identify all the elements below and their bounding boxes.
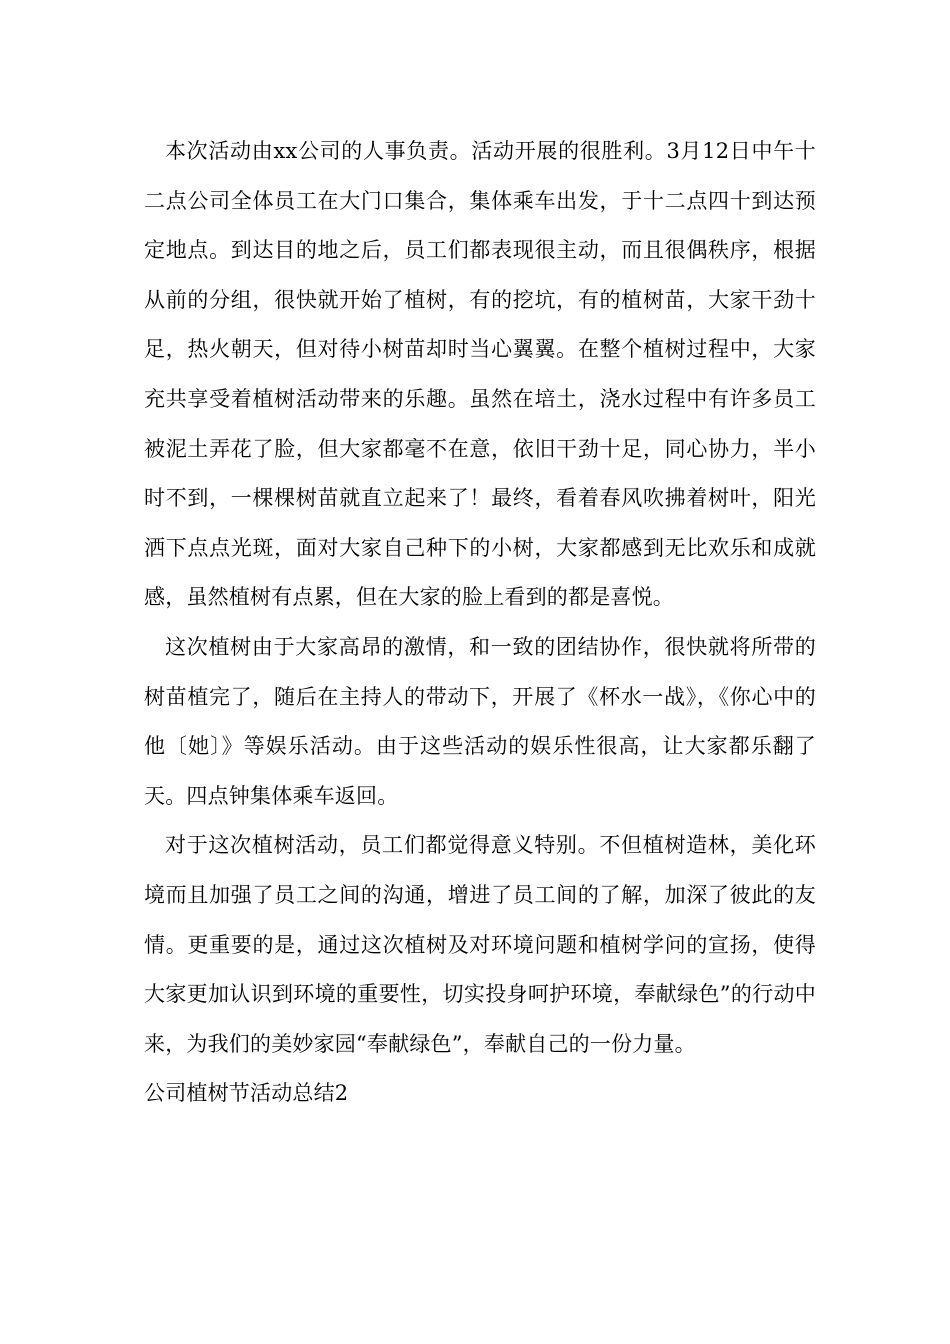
paragraph-significance: 对于这次植树活动，员工们都觉得意义特别。不但植树造林，美化环境而且加强了员工之间的沟通，增进了员工间的了解，加深了彼此的友情。更重要的是，通过这次植树及对环境问题和植树学问的宣扬，使得大家更加认识到环境的重要性，切实投身呵护环境，奉献绿色”的行动中来，为我们的美妙家园“奉献绿色”，奉献自己的一份力量。 [144, 833, 816, 1056]
section-heading: 公司植树节活动总结2 [144, 1081, 349, 1106]
paragraph-entertainment: 这次植树由于大家高昂的激情，和一致的团结协作，很快就将所带的树苗植完了，随后在主持人的带动下，开展了《杯水一战》，《你心中的他〔她〕》等娱乐活动。由于这些活动的娱乐性很高，让大家都乐翻了天。四点钟集体乘车返回。 [144, 634, 816, 808]
paragraph-activity-process: 本次活动由xx公司的人事负责。活动开展的很胜利。3月12日中午十二点公司全体员工在大门口集合，集体乘车出发，于十二点四十到达预定地点。到达目的地之后，员工们都表现很主动，而且很偶秩序，根据从前的分组，很快就开始了植树，有的挖坑，有的植树苗，大家干劲十足，热火朝天，但对待小树苗却时当心翼翼。在整个植树过程中，大家充共享受着植树活动带来的乐趣。虽然在培土，浇水过程中有许多员工被泥土弄花了脸，但大家都毫不在意，依旧干劲十足，同心协力，半小时不到，一棵棵树苗就直立起来了！最终，看着春风吹拂着树叶，阳光洒下点点光斑，面对大家自己种下的小树，大家都感到无比欢乐和成就感，虽然植树有点累，但在大家的脸上看到的都是喜悦。 [144, 139, 816, 610]
document-body [144, 127, 816, 1119]
